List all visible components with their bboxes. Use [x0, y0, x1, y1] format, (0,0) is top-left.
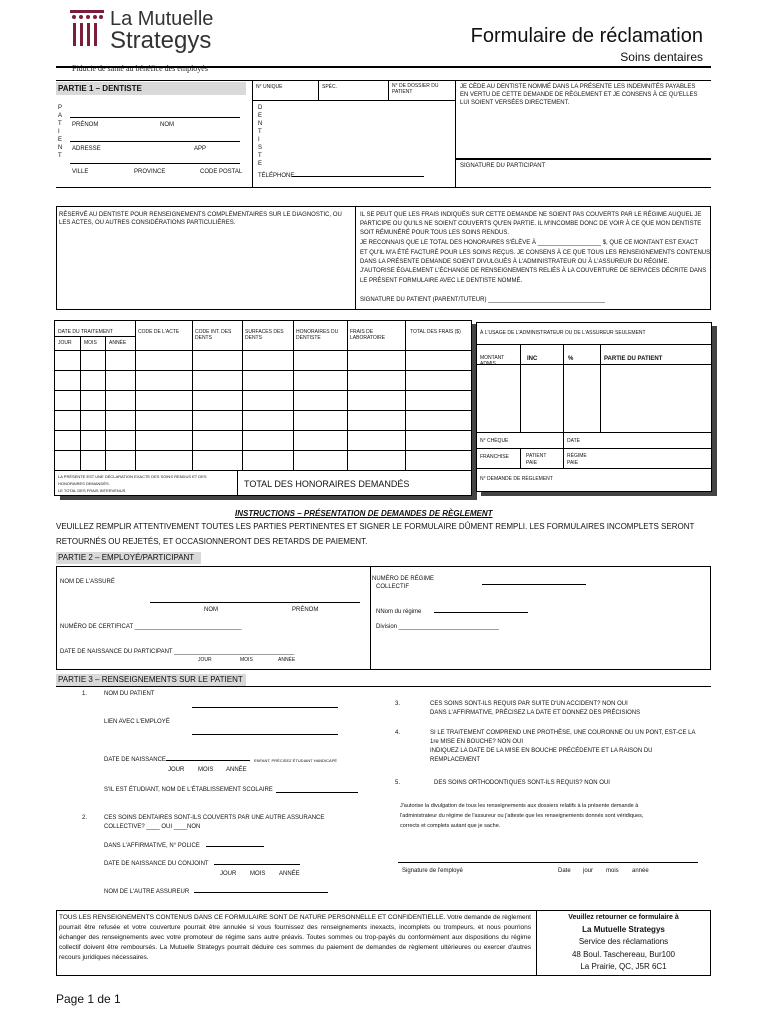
admin-rule-3	[476, 432, 712, 433]
ville-line[interactable]	[70, 163, 240, 164]
return-city: La Prairie, QC, J5R 6C1	[580, 962, 667, 971]
pct-label: %	[568, 356, 574, 362]
prenom-line[interactable]	[70, 117, 240, 118]
no-demande-label: N° DEMANDE DE RÈGLEMENT	[480, 476, 553, 482]
instructions-l1: VEUILLEZ REMPLIR ATTENTIVEMENT TOUTES LES PARTIES PERTINENTES ET SIGNER LE FORMULAIRE DÛMENT REMPLI. LES FORMULAIRES INCOMPLETS SERONT	[56, 522, 695, 531]
employee-signature-line[interactable]	[398, 862, 698, 863]
consent-l1: IL SE PEUT QUE LES FRAIS INDIQUÉS SUR CETTE DEMANDE NE SOIENT PAS COUVERTS PAR LE RÉGIME AUQUEL JE	[360, 212, 702, 218]
sig-jour: jour	[583, 868, 594, 874]
telephone-label: TÉLÉPHONE	[258, 173, 295, 179]
sig-mois: mois	[606, 868, 619, 874]
col-line-5	[347, 320, 348, 470]
nom-regime-label: NNom du régime	[376, 609, 422, 615]
date-label: DATE	[567, 438, 580, 444]
logo-line2: Strategys	[110, 27, 212, 54]
q1-num: 1.	[82, 691, 88, 697]
col-honoraires: HONORAIRES DU DENTISTE	[296, 329, 339, 341]
consent-l8: LE PRÉSENT FORMULAIRE AVEC LE DENTISTE NOMMÉ.	[360, 278, 523, 284]
table-row[interactable]	[54, 410, 472, 411]
adresse-label: ADRESSE	[72, 146, 101, 152]
date-naissance-patient-label: DATE DE NAISSANCE	[104, 757, 166, 763]
regime-paie-2: PAIE	[567, 460, 579, 466]
admin-rule-4	[476, 448, 712, 449]
consent-l2: PARTICIPE OU QU'ILS NE SOIENT COUVERTS QU'EN PARTIE. IL M'INCOMBE DONC DE VOIR À CE QUE MON DENTISTE	[360, 221, 702, 227]
prenom-label: PRÉNOM	[72, 122, 99, 128]
no-certificat[interactable]: NUMÉRO DE CERTIFICAT ________________________________	[60, 624, 242, 630]
p3-annee: ANNÉE	[226, 767, 247, 773]
montant-admis-1: MONTANT	[480, 355, 505, 361]
nom-label-p2: NOM	[204, 607, 218, 613]
instructions-l2: RETOURNÉS OU REJETÉS, ET OCCASIONNERONT DES RETARDS DE PAIEMENT.	[56, 537, 368, 546]
reserved-divider	[355, 206, 356, 310]
col-surfaces: SURFACES DES DENTS	[245, 329, 284, 341]
part1-rule-top	[252, 100, 455, 101]
q5-num: 5.	[395, 780, 401, 786]
no-unique-label: N° UNIQUE	[256, 84, 283, 90]
q2-l1: CES SOINS DENTAIRES SONT-ILS COUVERTS PAR UNE AUTRE ASSURANCE	[104, 815, 325, 821]
spec-label: SPÉC.	[322, 84, 338, 90]
app-label: APP	[194, 146, 207, 152]
table-row[interactable]	[54, 430, 472, 431]
consent-l6: DANS LA PRÉSENTE DEMANDE SOIENT DIVULGUÉS À L'ADMINISTRATEUR OU À L'ASSUREUR DU RÉGIME.	[360, 259, 670, 265]
auth-l3: corrects et complets autant que je sache.	[400, 823, 501, 829]
q4-l4: REMPLACEMENT	[430, 757, 481, 763]
q3-l1: CES SOINS SONT-ILS REQUIS PAR SUITE D'UN ACCIDENT? NON OUI	[430, 701, 628, 707]
p2-mois: MOIS	[240, 657, 253, 663]
nom-assure-line[interactable]	[150, 602, 360, 603]
province-label: PROVINCE	[134, 169, 166, 175]
return-title: Veuillez retourner ce formulaire à	[568, 914, 679, 921]
date-naissance-patient-line[interactable]	[166, 760, 250, 761]
form-title: Formulaire de réclamation	[470, 25, 703, 47]
admin-box	[476, 322, 712, 492]
patient-vertical-label: P A T I E N T	[58, 105, 63, 159]
participant-signature-line[interactable]	[456, 158, 711, 160]
col-line-2	[192, 320, 193, 470]
p3-jour: JOUR	[168, 767, 185, 773]
q1-label: NOM DU PATIENT	[104, 691, 155, 697]
col-frais-lab: FRAIS DE LABORATOIRE	[350, 329, 386, 341]
table-row[interactable]	[54, 450, 472, 451]
disclaimer-l3: LE TOTAL DES FRAIS INTERVENUS	[58, 488, 126, 493]
logo-tagline: Fiducie de santé au bénéfice des employés	[72, 64, 208, 73]
return-addr: 48 Boul. Taschereau, Bur100	[571, 950, 676, 959]
col-line-3	[242, 320, 243, 470]
etudiant-line: ENFANT, PRÉCISEZ ÉTUDIANT HANDICAPÉ	[254, 758, 338, 763]
nom-ecole-line[interactable]	[276, 792, 358, 793]
patient-signature[interactable]: SIGNATURE DU PATIENT (PARENT/TUTEUR) ___________________________________	[360, 297, 605, 303]
consent-l5: ET QU'IL M'A ÉTÉ FACTURÉ POUR LES SOINS REÇUS. JE CONSENS À CE QUE TOUS LES RENSEIGNEMENTS CONTENUS	[360, 250, 711, 256]
franchise-label: FRANCHISE	[480, 454, 509, 460]
col-code-acte: CODE DE L'ACTE	[138, 329, 180, 335]
col-line-1	[135, 320, 136, 470]
nom-autre-assureur-line[interactable]	[194, 892, 328, 893]
no-cheque-label: N° CHÈQUE	[480, 438, 509, 444]
q4-l3: INDIQUEZ LA DATE DE LA MISE EN BOUCHE PRÉCÉDENTE ET LA RAISON DU	[430, 748, 653, 754]
no-dossier-label-1: N° DE DOSSIER DU	[392, 83, 439, 89]
no-dossier-label-2: PATIENT	[392, 89, 413, 95]
prenom-label-p2: PRÉNOM	[292, 607, 319, 613]
no-regime-line[interactable]	[482, 584, 586, 585]
admin-col-3	[600, 344, 601, 432]
col-total: TOTAL DES FRAIS ($)	[410, 329, 461, 335]
disclaimer-l1: LA PRÉSENTE EST UNE DÉCLARATION EXACTE DES SOINS RENDUS ET DES	[58, 474, 207, 479]
table-row[interactable]	[54, 350, 472, 351]
q2-l2[interactable]: COLLECTIVE? ____ OUI ____NON	[104, 824, 201, 830]
col-mois: MOIS	[84, 340, 97, 346]
table-row[interactable]	[54, 370, 472, 371]
part1-title: PARTIE 1 – DENTISTE	[58, 84, 142, 93]
cession-text: JE CÈDE AU DENTISTE NOMMÉ DANS LA PRÉSENTE LES INDEMNITÉS PAYABLES EN VERTU DE CETTE DEMANDE DE RÈGLEMENT ET JE CONSENS À CE QU'ELLES LUI SOIENT VERSÉES DIRECTEMENT.	[460, 84, 698, 106]
col-jour: JOUR	[58, 340, 72, 346]
conjoint-jour: JOUR	[220, 871, 237, 877]
part2-title: PARTIE 2 – EMPLOYÉ/PARTICIPANT	[58, 553, 195, 562]
dentiste-vertical-label: D E N T I S T E	[258, 105, 263, 167]
nom-label: NOM	[160, 122, 174, 128]
conjoint-mois: MOIS	[250, 871, 266, 877]
sig-annee: année	[632, 868, 649, 874]
consent-l3: SOIT RÉMUNÉRÉ POUR TOUS LES SOINS RENDUS.	[360, 230, 510, 236]
reserved-text: RÉSERVÉ AU DENTISTE POUR RENSEIGNEMENTS COMPLÉMENTAIRES SUR LE DIAGNOSTIC, OU LES ACTES, OU AUTRES CONSIDÉRATIONS PARTICULIÈRES.	[59, 212, 342, 226]
date-naissance-conjoint-line[interactable]	[214, 864, 300, 865]
admin-col-4	[563, 432, 564, 468]
total-divider	[237, 470, 238, 496]
consent-l7: J'AUTORISE ÉGALEMENT L'ÉCHANGE DE RENSEIGNEMENTS RELIÉS À LA COUVERTURE DE SERVICES DÉCRITE DANS	[360, 268, 707, 274]
p2-jour: JOUR	[198, 657, 212, 663]
part1-divider-1	[252, 80, 253, 188]
patient-paie-2: PAIE	[526, 460, 538, 466]
col-annee: ANNÉE	[109, 340, 127, 346]
header-rule	[56, 66, 711, 68]
participant-signature-label: SIGNATURE DU PARTICIPANT	[460, 163, 546, 169]
employee-signature-label: Signature de l'employé	[402, 868, 463, 874]
q4-l1: SI LE TRAITEMENT COMPREND UNE PROTHÈSE, UNE COURONNE OU UN PONT, EST-CE LA	[430, 730, 696, 736]
date-sub-rule	[54, 336, 135, 337]
affirmative-label: DANS L'AFFIRMATIVE, N° POLICE	[104, 843, 200, 849]
nom-assure-label: NOM DE L'ASSURÉ	[60, 579, 115, 585]
table-row[interactable]	[54, 390, 472, 391]
nom-ecole-label: S'IL EST ÉTUDIANT, NOM DE L'ÉTABLISSEMENT SCOLAIRE	[104, 787, 273, 793]
col-date: DATE DU TRAITEMENT	[58, 329, 113, 335]
sig-date: Date	[558, 868, 571, 874]
montant-admis-2: ADMIS	[480, 361, 496, 367]
return-org: La Mutuelle Strategys	[582, 925, 665, 934]
date-naissance-participant[interactable]: DATE DE NAISSANCE DU PARTICIPANT ____________________________________	[60, 649, 295, 655]
telephone-line[interactable]	[292, 176, 424, 177]
no-regime-2: COLLECTIF	[376, 584, 410, 590]
regime-paie-1: RÉGIME	[567, 453, 587, 459]
q3-l2: DANS L'AFFIRMATIVE, PRÉCISEZ LA DATE ET DONNEZ DES PRÉCISIONS	[430, 710, 641, 716]
auth-l2: l'administrateur du régime de l'assureur ou j'atteste que les renseignements donnés sont véridiques,	[400, 813, 644, 819]
part2-divider	[370, 566, 371, 670]
part3-title: PARTIE 3 – RENSEIGNEMENTS SUR LE PATIENT	[58, 675, 243, 684]
admin-col-2	[563, 344, 564, 432]
return-dept: Service des réclamations	[578, 937, 669, 946]
admin-col-5	[520, 448, 521, 468]
total-honoraires-label: TOTAL DES HONORAIRES DEMANDÉS	[244, 479, 410, 489]
admin-title: À L'USAGE DE L'ADMINISTRATEUR OU DE L'ASSUREUR SEULEMENT	[480, 330, 646, 336]
p3-mois: MOIS	[198, 767, 214, 773]
q5-label: DES SOINS ORTHODONTIQUES SONT-ILS REQUIS? NON OUI	[434, 780, 610, 786]
inc-label: INC	[527, 356, 538, 362]
date-naissance-conjoint-label: DATE DE NAISSANCE DU CONJOINT	[104, 861, 209, 867]
nom-patient-line[interactable]	[192, 707, 338, 708]
col-line-6	[405, 320, 406, 470]
col-line-4	[293, 320, 294, 470]
q4-num: 4.	[395, 730, 401, 736]
disclaimer-l2: HONORAIRES DEMANDÉS.	[58, 481, 110, 486]
part1-divider-2	[455, 80, 456, 188]
lien-line[interactable]	[192, 734, 338, 735]
admin-col-1	[520, 344, 521, 432]
part1-divider-4	[388, 80, 389, 100]
admin-rule-2	[476, 364, 712, 365]
part1-divider-3	[318, 80, 319, 100]
admin-rule-5	[476, 468, 712, 469]
conjoint-annee: ANNÉE	[279, 871, 300, 877]
col-code-int: CODE INT. DES DENTS	[195, 329, 232, 341]
q2-num: 2.	[82, 815, 88, 821]
instructions-title: INSTRUCTIONS – PRÉSENTATION DE DEMANDES DE RÈGLEMENT	[235, 509, 493, 518]
code-postal-label: CODE POSTAL	[200, 169, 243, 175]
q4-l2: 1re MISE EN BOUCHE? NON OUI	[430, 739, 524, 745]
partie-patient-label: PARTIE DU PATIENT	[604, 356, 663, 362]
page-number: Page 1 de 1	[56, 992, 121, 1006]
police-line[interactable]	[206, 846, 264, 847]
auth-l1: J'autorise la divulgation de tous les renseignements aux dossiers relatifs à la présente demande à	[400, 803, 639, 809]
logo-columns-icon	[70, 10, 104, 46]
adresse-line[interactable]	[70, 141, 240, 142]
lien-label: LIEN AVEC L'EMPLOYÉ	[104, 719, 170, 725]
p2-annee: ANNÉE	[278, 657, 296, 663]
ville-label: VILLE	[72, 169, 89, 175]
q3-num: 3.	[395, 701, 401, 707]
nom-autre-assureur-label: NOM DE L'AUTRE ASSUREUR	[104, 889, 190, 895]
form-subtitle: Soins dentaires	[620, 50, 703, 64]
no-regime-1: NUMÉRO DE RÉGIME	[372, 576, 435, 582]
admin-rule-1	[476, 344, 712, 345]
table-row[interactable]	[54, 470, 472, 471]
division[interactable]: Division ______________________________	[376, 624, 499, 630]
confidential-text: TOUS LES RENSEIGNEMENTS CONTENUS DANS CE FORMULAIRE SONT DE NATURE PERSONNELLE ET CONFIDENTIELLE. Votre demande de règlement pourrait être refusée et votre couverture pourrait être annulée si vous fournissez des renseignements inexacts, incomplets ou trompeurs, et nous pourrions échanger des renseignements avec votre promoteur de régime sans autre préavis. Toutes sommes ou trop-payés du conformément aux dispositions du régime collectif doivent être remboursés. La Mutuelle Strategys pourrait déduire ces sommes du paiement de demandes de règlement ultérieures ou exercer d'autres recours juridiques nécessaires.	[59, 914, 531, 961]
patient-paie-1: PATIENT	[526, 453, 547, 459]
logo-line1: La Mutuelle	[110, 8, 214, 30]
nom-regime-line[interactable]	[434, 612, 528, 613]
consent-l4: JE RECONNAIS QUE LE TOTAL DES HONORAIRES S'ÉLÈVE À ___________________ $, QUE CE MONTANT EST EXACT	[360, 240, 699, 246]
